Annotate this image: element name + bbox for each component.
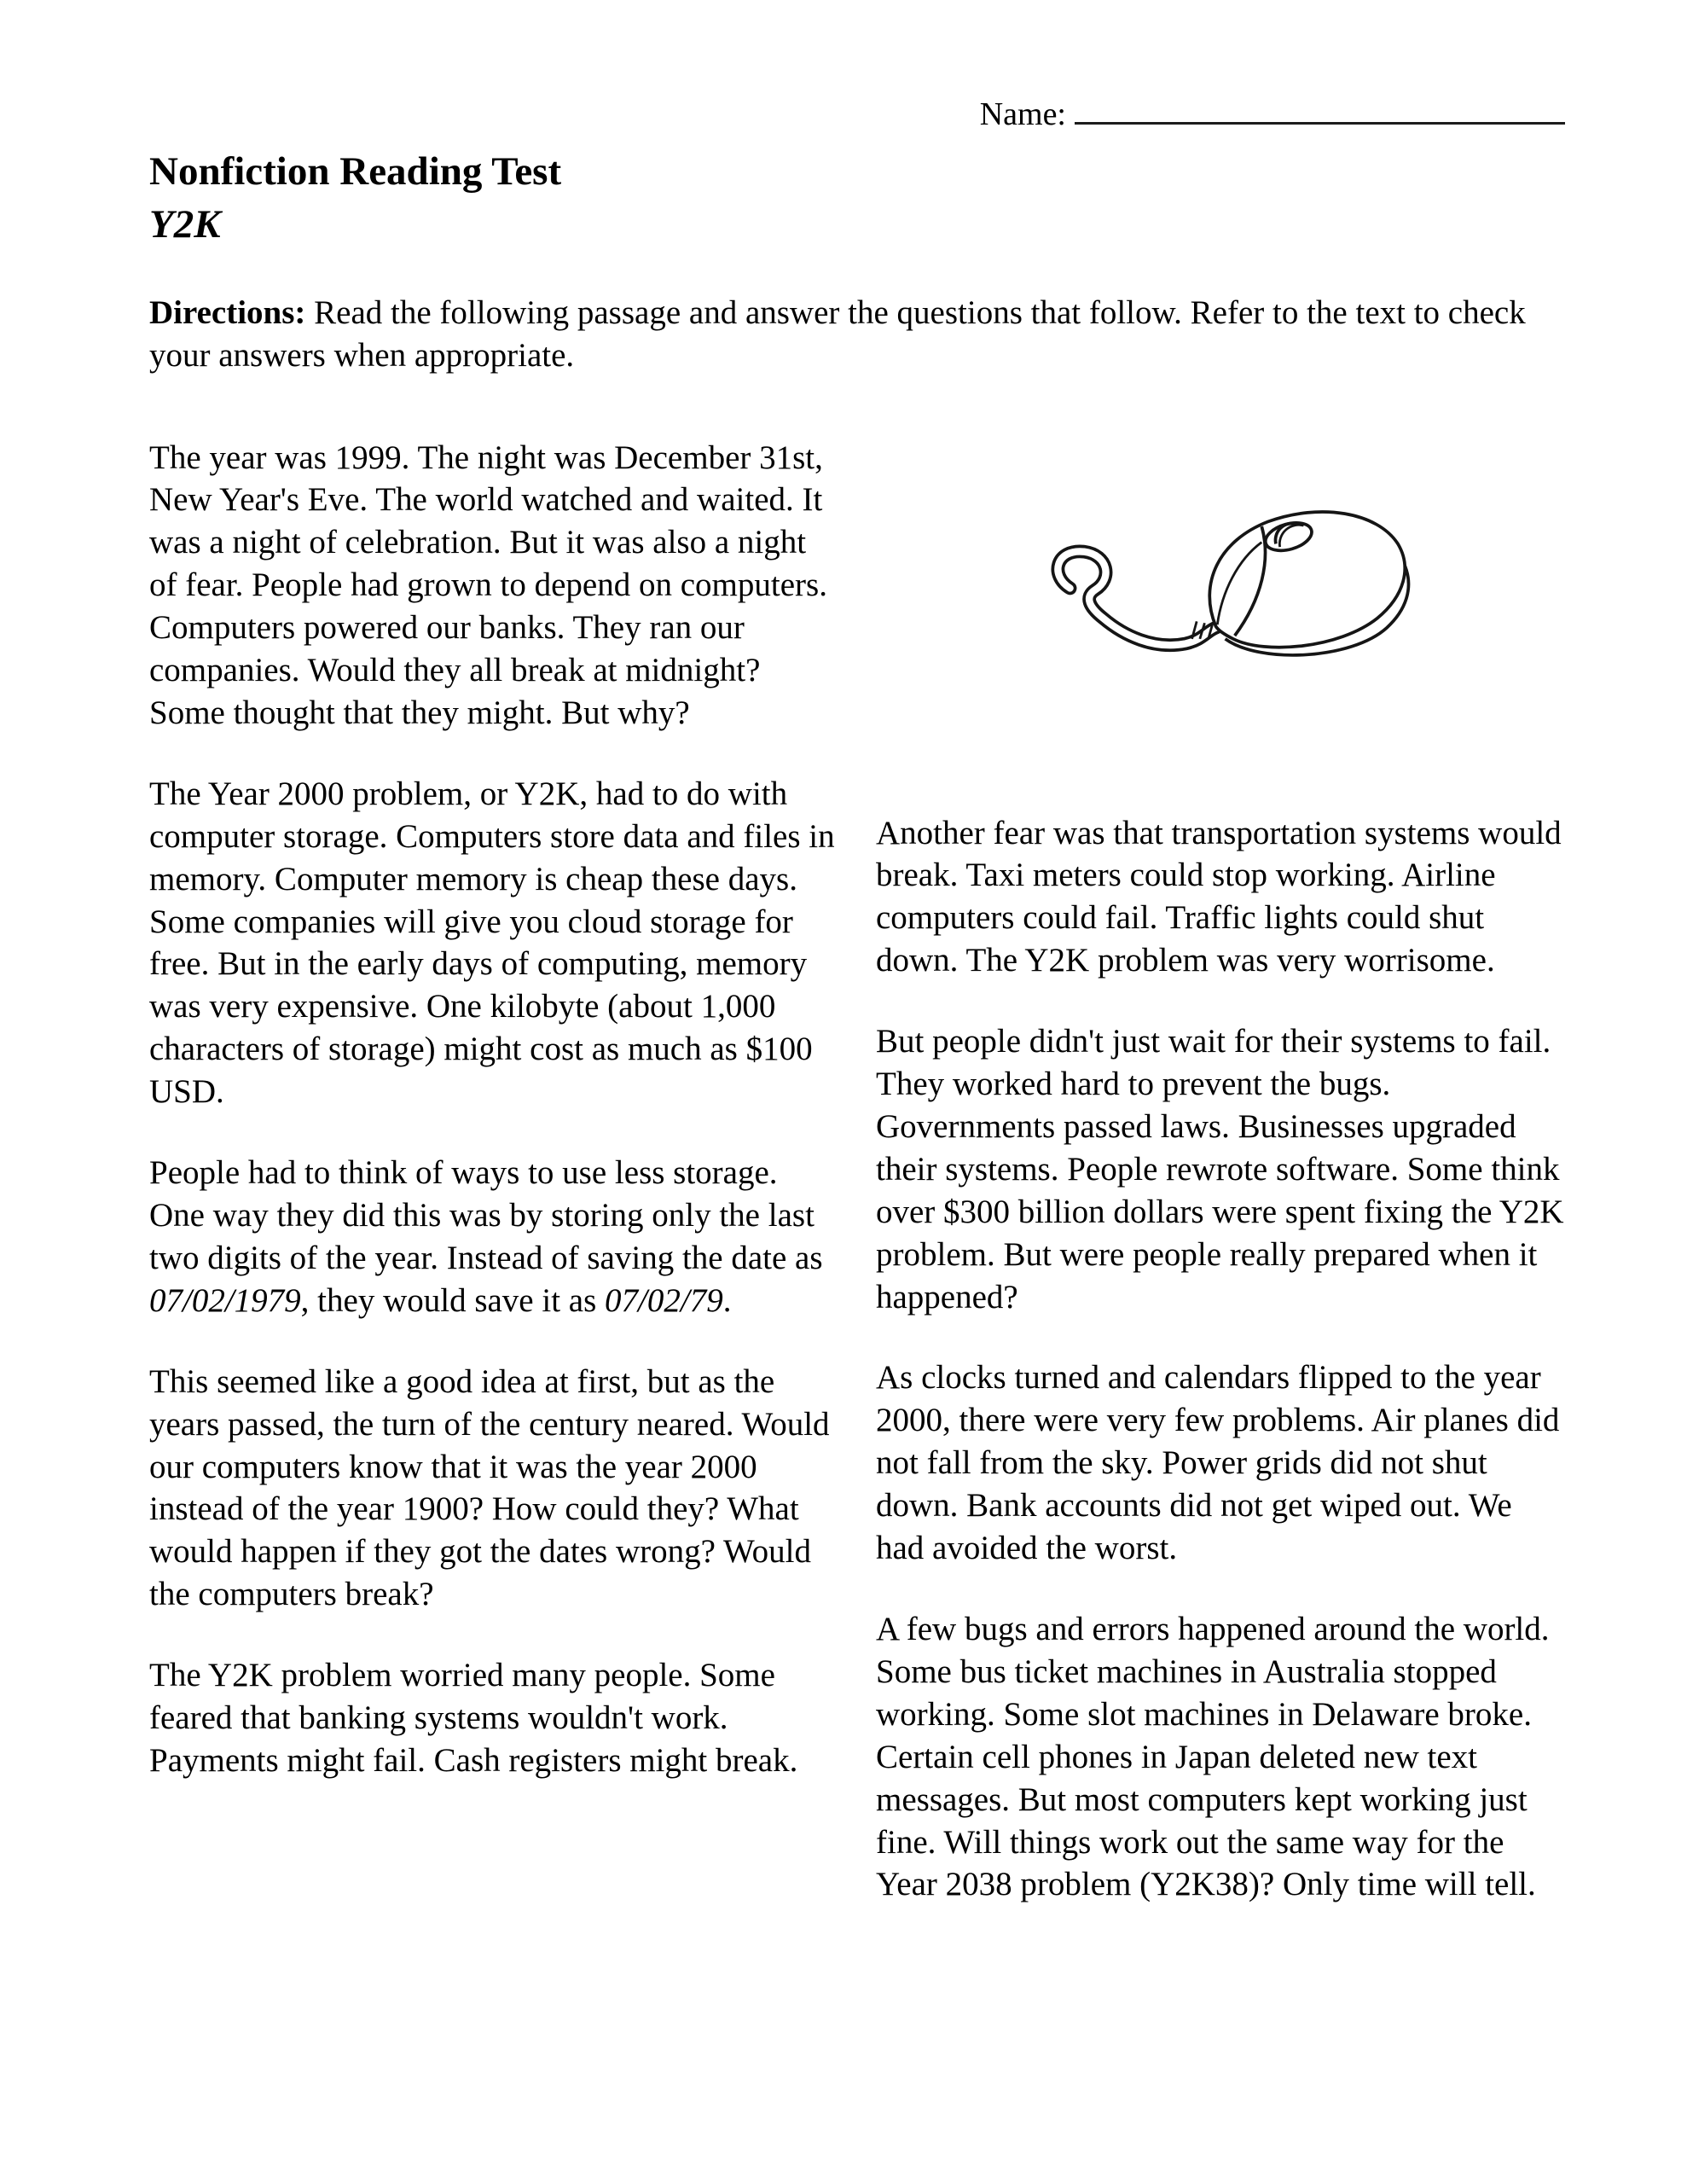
directions-label: Directions: bbox=[149, 293, 306, 331]
page-subtitle: Y2K bbox=[149, 201, 221, 247]
name-blank-line bbox=[1075, 99, 1565, 125]
paragraph-5: The Y2K problem worried many people. Some feared that banking systems wouldn't work. Payments might fail. Cash registers might break. bbox=[149, 1657, 798, 1779]
passage-left-column bbox=[149, 437, 838, 1945]
paragraph-r2: But people didn't just wait for their systems to fail. They worked hard to prevent the bugs. Governments passed laws. Businesses upgraded their systems. People rewrote software. Some think over $300 billion dollars were spent fixing the Y2K problem. But were people really prepared when it happened? bbox=[876, 1023, 1564, 1316]
paragraph-3 bbox=[149, 1152, 838, 1322]
passage-right-column bbox=[876, 437, 1565, 1945]
computer-mouse-svg bbox=[999, 471, 1442, 693]
name-row bbox=[149, 96, 1565, 135]
directions-text: Read the following passage and answer the questions that follow. Refer to the text to check your answers when appropriate. bbox=[149, 293, 1526, 374]
paragraph-3-text-end: . bbox=[722, 1281, 732, 1319]
date-example-short: 07/02/79 bbox=[605, 1281, 723, 1319]
name-label: Name: bbox=[979, 96, 1066, 132]
date-example-long: 07/02/1979 bbox=[149, 1281, 301, 1319]
paragraph-3-text: People had to think of ways to use less storage. One way they did this was by storing only the last two digits of the year. Instead of saving the date as bbox=[149, 1154, 823, 1276]
paragraph-r1: Another fear was that transportation systems would break. Taxi meters could stop working. Airline computers could fail. Traffic lights could shut down. The Y2K problem was very worrisome. bbox=[876, 814, 1562, 979]
paragraph-1: The year was 1999. The night was December 31st, New Year's Eve. The world watched and waited. It was a night of celebration. But it was also a night of fear. People had grown to depend on computers. Computers powered our banks. They ran our companies. Would they all break at midnight? Some thought that they might. But why? bbox=[149, 439, 827, 731]
paragraph-r3: As clocks turned and calendars flipped to the year 2000, there were very few problems. Air planes did not fall from the sky. Power grids did not shut down. Bank accounts did not get wiped out. We had avoided the worst. bbox=[876, 1359, 1560, 1567]
paragraph-2: The Year 2000 problem, or Y2K, had to do with computer storage. Computers store data and files in memory. Computer memory is cheap these days. Some companies will give you cloud storage for free. But in the early days of computing, memory was very expensive. One kilobyte (about 1,000 characters of storage) might cost as much as $100 USD. bbox=[149, 775, 835, 1111]
paragraph-r4: A few bugs and errors happened around the world. Some bus ticket machines in Australia stopped working. Some slot machines in Delaware broke. Certain cell phones in Japan deleted new text messages. But most computers kept working just fine. Will things work out the same way for the Year 2038 problem (Y2K38)? Only time will tell. bbox=[876, 1611, 1550, 1903]
directions bbox=[149, 292, 1548, 377]
computer-mouse-illustration bbox=[999, 471, 1442, 693]
passage-columns bbox=[149, 437, 1565, 1945]
page-title: Nonfiction Reading Test bbox=[149, 148, 562, 194]
paragraph-3-text-mid: , they would save it as bbox=[300, 1281, 606, 1319]
paragraph-4: This seemed like a good idea at first, but as the years passed, the turn of the century neared. Would our computers know that it was the year 2000 instead of the year 1900? How could they? What would happen if they got the dates wrong? Would the computers break? bbox=[149, 1362, 830, 1613]
